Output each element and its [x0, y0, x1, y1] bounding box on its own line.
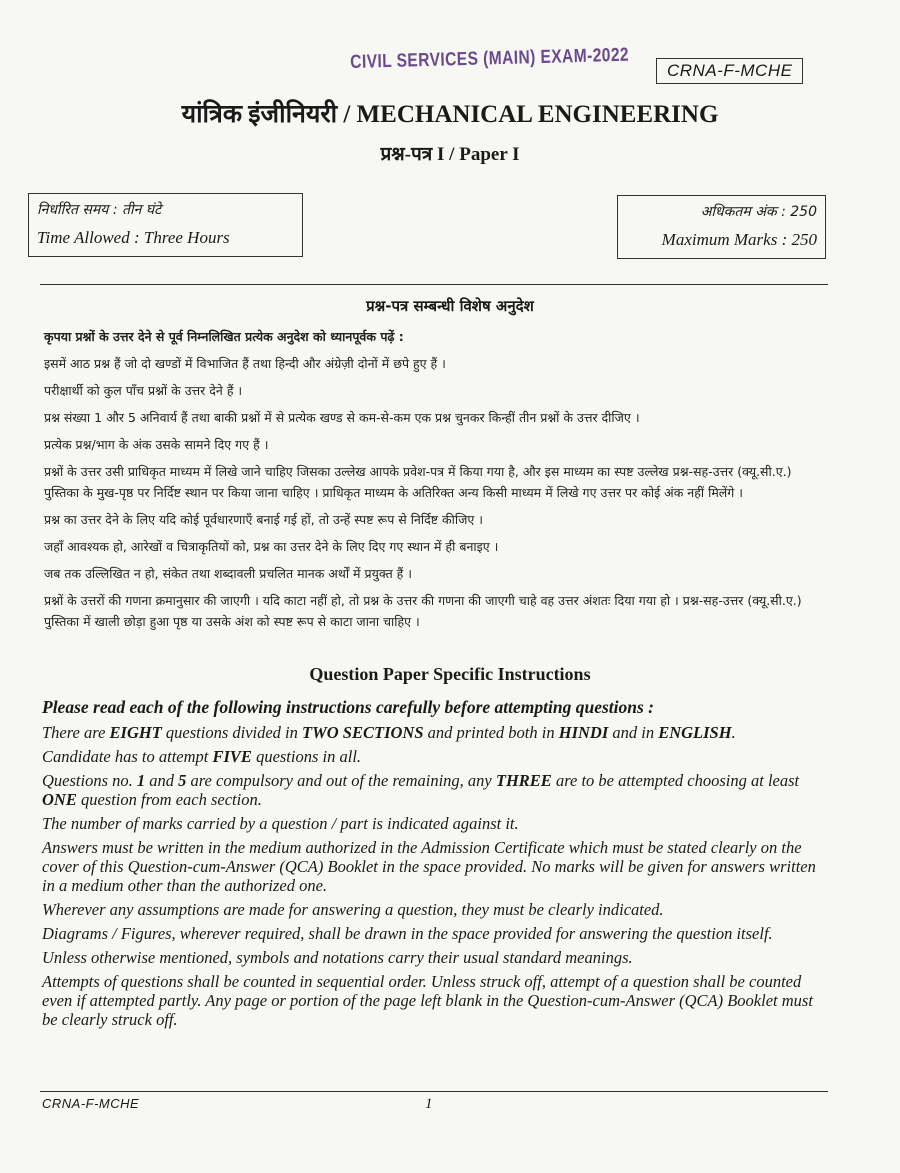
- hindi-instruction-item: प्रश्नों के उत्तरों की गणना क्रमानुसार की जाएगी । यदि काटा नहीं हो, तो प्रश्न के उत्तर की गणना की जाएगी चाहे वह उत्तर अंशतः दिया गया हो । प्रश्न-सह-उत्तर (क्यू.सी.ए.) पुस्तिका में खाली छोड़ा हुआ पृष्ठ या उसके अंश को स्पष्ट रूप से काटा जाना चाहिए ।: [44, 593, 802, 629]
- hindi-instruction-item: जब तक उल्लिखित न हो, संकेत तथा शब्दावली प्रचलित मानक अर्थों में प्रयुक्त हैं ।: [44, 566, 413, 581]
- english-instruction-item: Answers must be written in the medium authorized in the Admission Certificate which must be stated clearly on the cover of this Question-cum-Answer (QCA) Booklet in the space provided. No marks will be given for answers written in a medium other than the authorized one.: [42, 838, 816, 895]
- hindi-instructions: [44, 326, 824, 638]
- english-instruction-item: Diagrams / Figures, wherever required, shall be drawn in the space provided for answering the question itself.: [42, 924, 773, 943]
- english-instructions-heading: Question Paper Specific Instructions: [309, 664, 591, 684]
- footer-paper-code: CRNA-F-MCHE: [42, 1096, 140, 1111]
- hindi-instruction-item: इसमें आठ प्रश्न हैं जो दो खण्डों में विभाजित हैं तथा हिन्दी और अंग्रेज़ी दोनों में छपे हुए हैं ।: [44, 356, 446, 371]
- paper-code-box: CRNA-F-MCHE: [656, 58, 803, 84]
- english-instruction-item: Wherever any assumptions are made for answering a question, they must be clearly indicated.: [42, 900, 664, 919]
- hindi-instruction-item: प्रश्नों के उत्तर उसी प्राधिकृत माध्यम में लिखे जाने चाहिए जिसका उल्लेख आपके प्रवेश-पत्र में किया गया है, और इस माध्यम का स्पष्ट उल्लेख प्रश्न-सह-उत्तर (क्यू.सी.ए.) पुस्तिका के मुख-पृष्ठ पर निर्दिष्ट स्थान पर किया जाना चाहिए । प्राधिकृत माध्यम के अतिरिक्त अन्य किसी माध्यम में लिखे गए उत्तर पर कोई अंक नहीं मिलेंगे ।: [44, 464, 792, 500]
- maximum-marks-english: Maximum Marks : 250: [661, 230, 817, 249]
- hindi-instructions-heading: प्रश्न-पत्र सम्बन्धी विशेष अनुदेश: [366, 297, 534, 315]
- maximum-marks-hindi: अधिकतम अंक : 250: [700, 204, 817, 220]
- english-instruction-item: Candidate has to attempt FIVE questions in all.: [42, 747, 362, 766]
- english-instructions-lead: Please read each of the following instructions carefully before attempting questions :: [42, 697, 655, 717]
- english-instruction-item: There are EIGHT questions divided in TWO SECTIONS and printed both in HINDI and in ENGLISH.: [42, 723, 736, 742]
- exam-stamp: CIVIL SERVICES (MAIN) EXAM-2022: [350, 44, 630, 73]
- footer-divider: [40, 1091, 828, 1092]
- divider: [40, 284, 828, 285]
- hindi-instruction-item: परीक्षार्थी को कुल पाँच प्रश्नों के उत्तर देने हैं ।: [44, 383, 243, 398]
- english-instruction-item: Attempts of questions shall be counted in sequential order. Unless struck off, attempt of a question shall be counted even if attempted partly. Any page or portion of the page left blank in the Question-cum-Answer (QCA) Booklet must be clearly struck off.: [42, 972, 813, 1029]
- time-allowed-hindi: निर्धारित समय : तीन घंटे: [37, 202, 162, 218]
- time-allowed-box: [28, 193, 303, 257]
- page-number: 1: [425, 1096, 433, 1112]
- time-allowed-english: Time Allowed : Three Hours: [37, 228, 230, 247]
- maximum-marks-box: [617, 195, 826, 259]
- page-title: यांत्रिक इंजीनियरी / MECHANICAL ENGINEERING: [181, 101, 719, 128]
- paper-subtitle: प्रश्न-पत्र I / Paper I: [380, 144, 520, 165]
- hindi-instruction-item: प्रत्येक प्रश्न/भाग के अंक उसके सामने दिए गए हैं ।: [44, 437, 269, 452]
- hindi-instruction-item: जहाँ आवश्यक हो, आरेखों व चित्राकृतियों को, प्रश्न का उत्तर देने के लिए दिए गए स्थान में ही बनाइए ।: [44, 539, 499, 554]
- hindi-instruction-item: प्रश्न संख्या 1 और 5 अनिवार्य हैं तथा बाकी प्रश्नों में से प्रत्येक खण्ड से कम-से-कम एक प्रश्न चुनकर किन्हीं तीन प्रश्नों के उत्तर दीजिए ।: [44, 410, 640, 425]
- english-instruction-item: Unless otherwise mentioned, symbols and notations carry their usual standard meanings.: [42, 948, 633, 967]
- english-instruction-item: Questions no. 1 and 5 are compulsory and out of the remaining, any THREE are to be attempted choosing at least ONE question from each section.: [42, 771, 800, 809]
- english-instructions: [42, 697, 826, 1034]
- hindi-instructions-lead: कृपया प्रश्नों के उत्तर देने से पूर्व निम्नलिखित प्रत्येक अनुदेश को ध्यानपूर्वक पढ़ें :: [44, 329, 404, 344]
- hindi-instruction-item: प्रश्न का उत्तर देने के लिए यदि कोई पूर्वधारणाएँ बनाई गई हों, तो उन्हें स्पष्ट रूप से निर्दिष्ट कीजिए ।: [44, 512, 483, 527]
- english-instruction-item: The number of marks carried by a question / part is indicated against it.: [42, 814, 519, 833]
